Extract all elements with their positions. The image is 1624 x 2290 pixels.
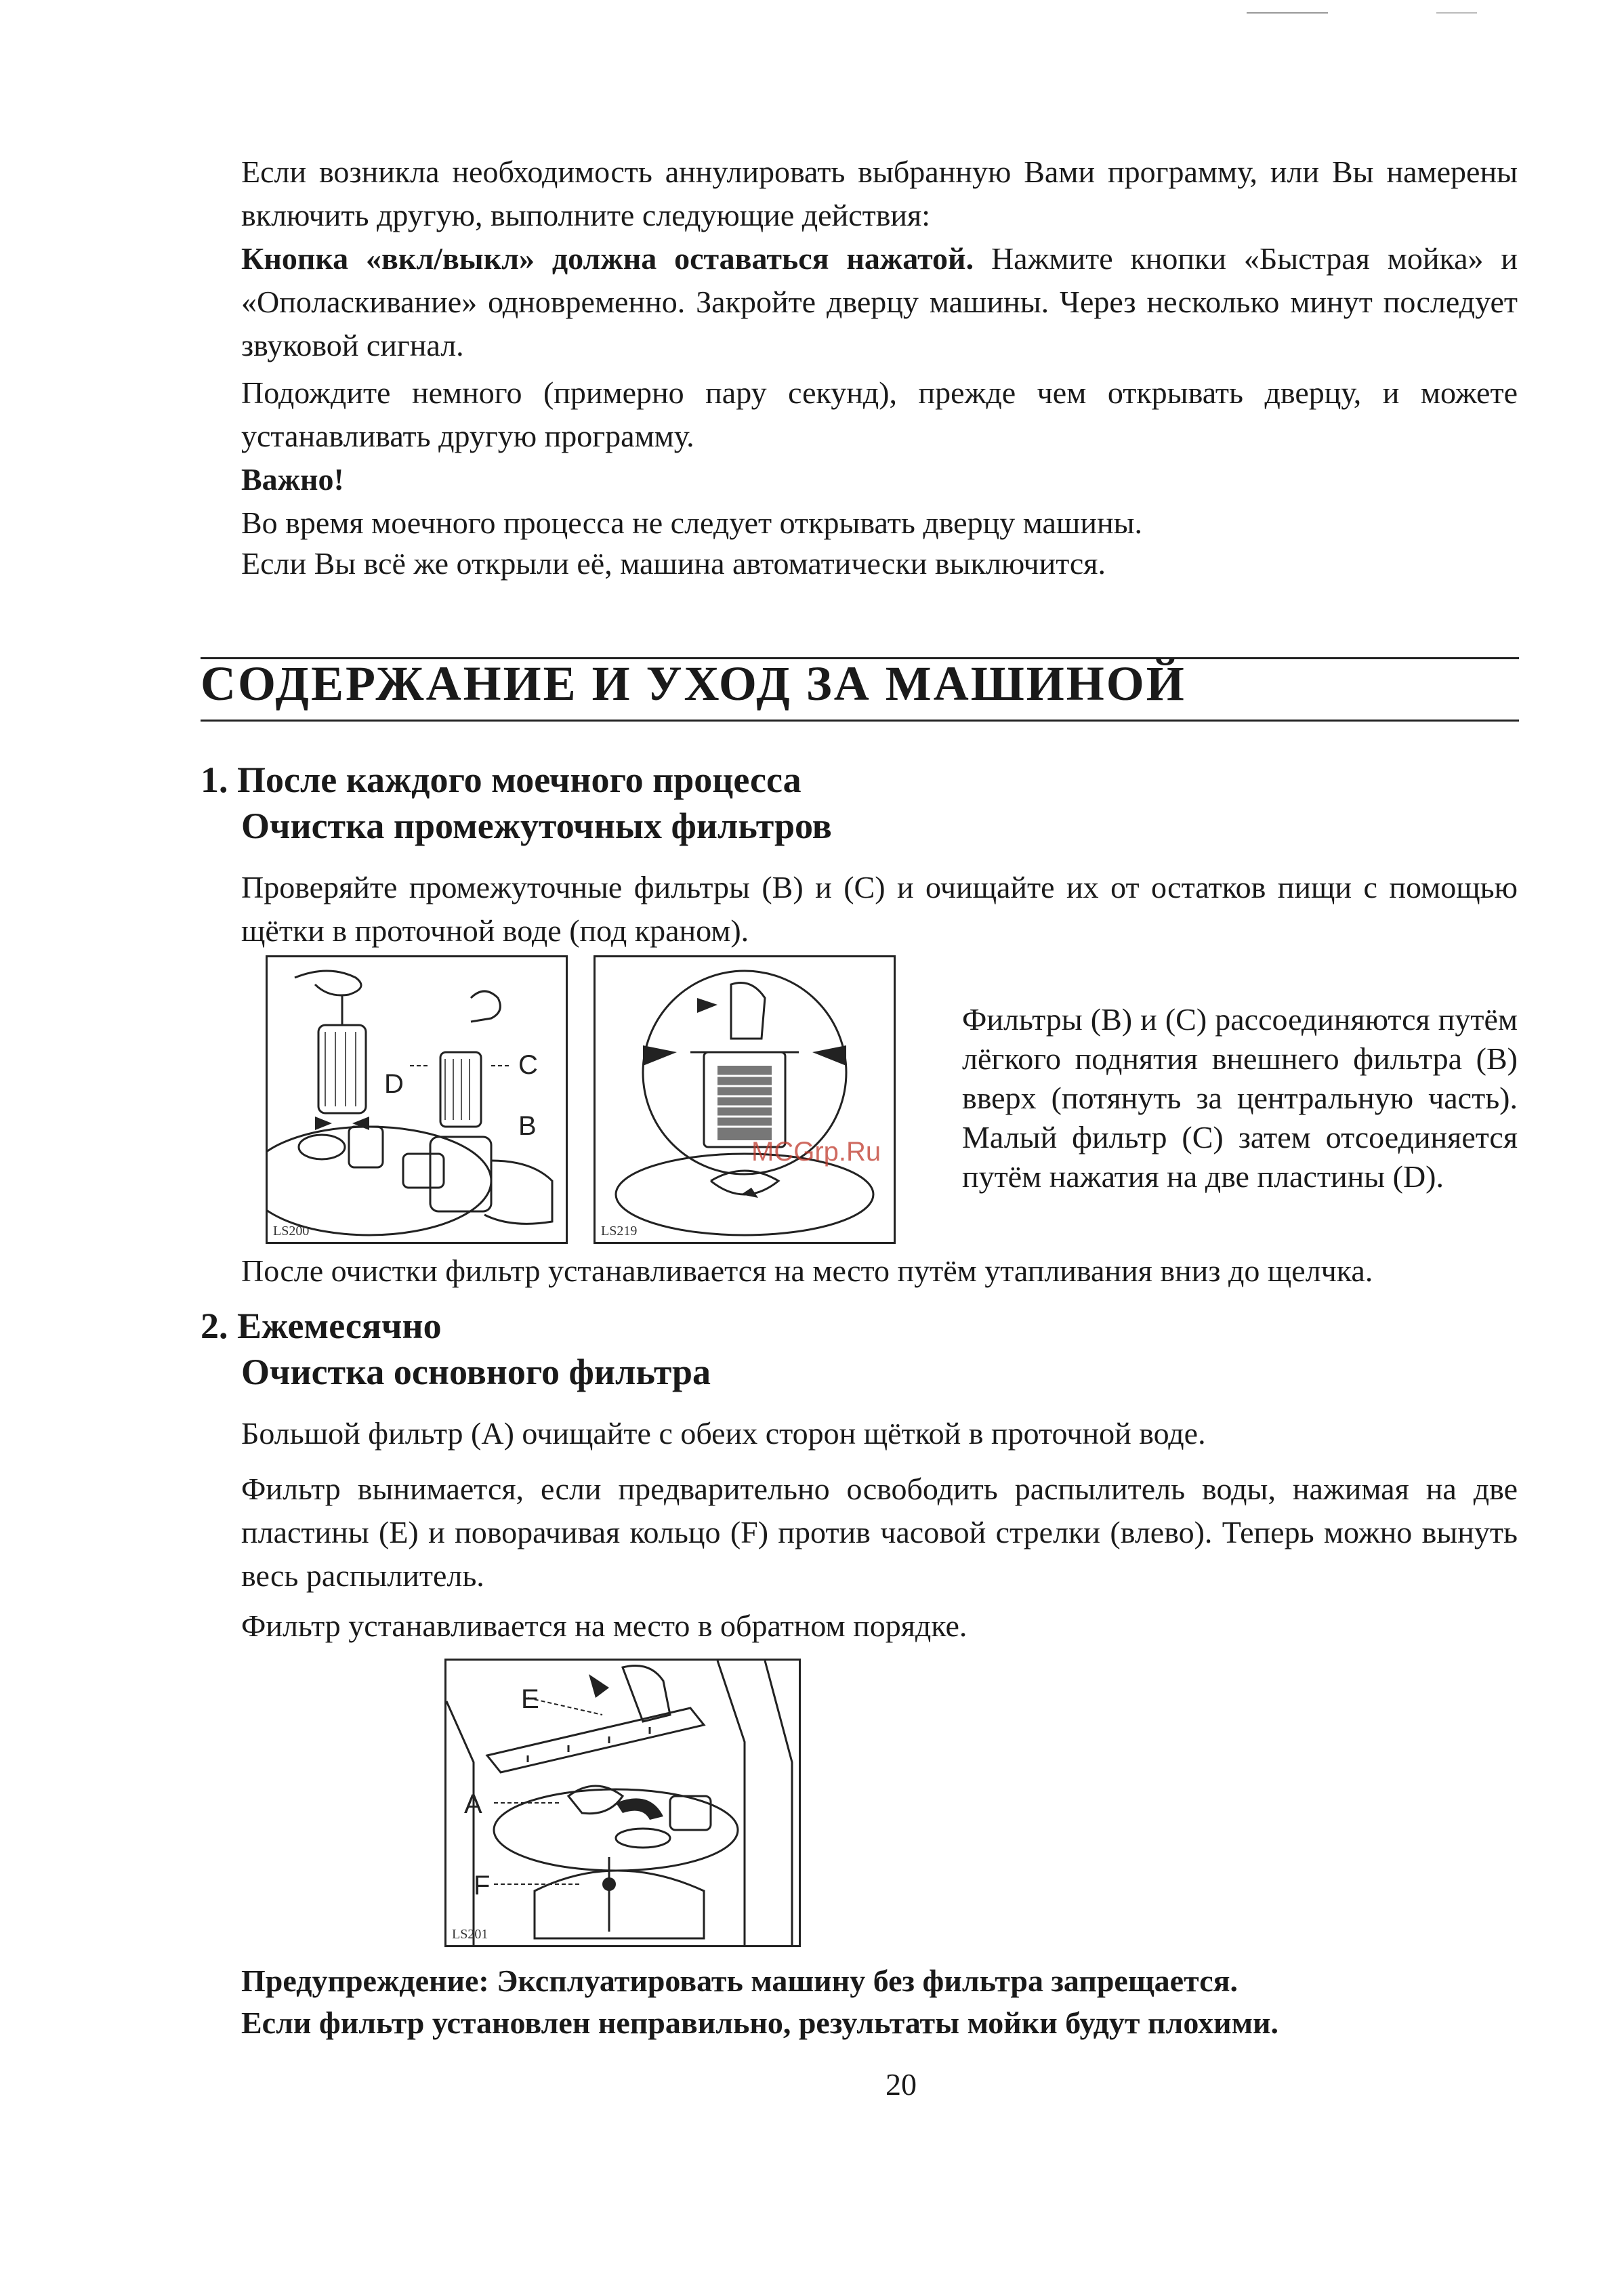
watermark: MCGrp.Ru bbox=[751, 1137, 881, 1167]
label-e: E bbox=[521, 1684, 539, 1714]
intro-bold-instruction: Кнопка «вкл/выкл» должна оставаться нажатой. bbox=[241, 241, 974, 276]
important-line-1: Во время моечного процесса не следует открывать дверцу машины. bbox=[241, 505, 1142, 540]
figure-ls201-drawing bbox=[446, 1661, 799, 1945]
figure-code-ls219: LS219 bbox=[601, 1224, 638, 1238]
important-line-2: Если Вы всё же открыли её, машина автоматически выключится. bbox=[241, 546, 1106, 581]
figure-ls219-drawing bbox=[596, 957, 894, 1242]
figure-code-ls200: LS200 bbox=[273, 1224, 310, 1238]
label-f: F bbox=[474, 1871, 491, 1900]
figure-ls201 bbox=[444, 1659, 801, 1947]
warning-line-2: Если фильтр установлен неправильно, результаты мойки будут плохими. bbox=[241, 2005, 1279, 2040]
intro-paragraph-1: Если возникла необходимость аннулировать выбранную Вами программу, или Вы намерены включить другую, выполните следующие действия: bbox=[241, 154, 1518, 232]
scan-mark bbox=[1436, 12, 1477, 14]
figure-ls200-drawing bbox=[268, 957, 566, 1242]
figure-code-ls201: LS201 bbox=[452, 1927, 488, 1942]
section-rule-bottom bbox=[201, 720, 1519, 722]
intro-paragraph-3: Подождите немного (примерно пару секунд), прежде чем открывать дверцу, и можете устанавливать другую программу. bbox=[241, 375, 1518, 453]
label-c: C bbox=[518, 1050, 538, 1080]
s2-paragraph-2: Фильтр вынимается, если предварительно освободить распылитель воды, нажимая на две пластины (E) и поворачивая кольцо (F) против часовой стрелки (влево). Теперь можно вынуть весь распылитель. bbox=[241, 1472, 1518, 1593]
filter-detach-description: Фильтры (B) и (C) рассоединяются путём лёгкого поднятия внешнего фильтра (B) вверх (потянуть за центральную часть). Малый фильтр (C) затем отсоединяется путём нажатия на две пластины (D). bbox=[962, 1002, 1518, 1194]
intro-paragraph-2 bbox=[241, 237, 1518, 367]
s1-subheading: Очистка промежуточных фильтров bbox=[241, 806, 832, 846]
page-number: 20 bbox=[886, 2067, 917, 2102]
section-title: СОДЕРЖАНИЕ И УХОД ЗА МАШИНОЙ bbox=[201, 657, 1186, 711]
s2-subheading: Очистка основного фильтра bbox=[241, 1352, 711, 1392]
s2-heading: 2. Ежемесячно bbox=[201, 1306, 442, 1346]
important-title: Важно! bbox=[241, 462, 344, 497]
label-a: A bbox=[464, 1789, 482, 1819]
s1-heading: 1. После каждого моечного процесса bbox=[201, 759, 801, 800]
figure-ls200 bbox=[266, 955, 568, 1244]
figure-ls219 bbox=[594, 955, 896, 1244]
label-d: D bbox=[384, 1069, 404, 1099]
intro-instruction-rest: Нажмите кнопки «Быстрая мойка» и «Ополаскивание» одновременно. Закройте дверцу машины. Через несколько минут последует звуковой сигнал. bbox=[241, 241, 1518, 362]
s1-paragraph: Проверяйте промежуточные фильтры (B) и (C) и очищайте их от остатков пищи с помощью щётки в проточной воде (под краном). bbox=[241, 870, 1518, 948]
label-b: B bbox=[518, 1111, 537, 1141]
s2-paragraph-3: Фильтр устанавливается на место в обратном порядке. bbox=[241, 1608, 967, 1643]
s1-after-cleaning: После очистки фильтр устанавливается на место путём утапливания вниз до щелчка. bbox=[241, 1253, 1373, 1288]
warning-line-1: Предупреждение: Эксплуатировать машину без фильтра запрещается. bbox=[241, 1963, 1238, 1998]
scan-mark bbox=[1247, 12, 1328, 14]
s2-paragraph-1: Большой фильтр (A) очищайте с обеих сторон щёткой в проточной воде. bbox=[241, 1416, 1206, 1451]
